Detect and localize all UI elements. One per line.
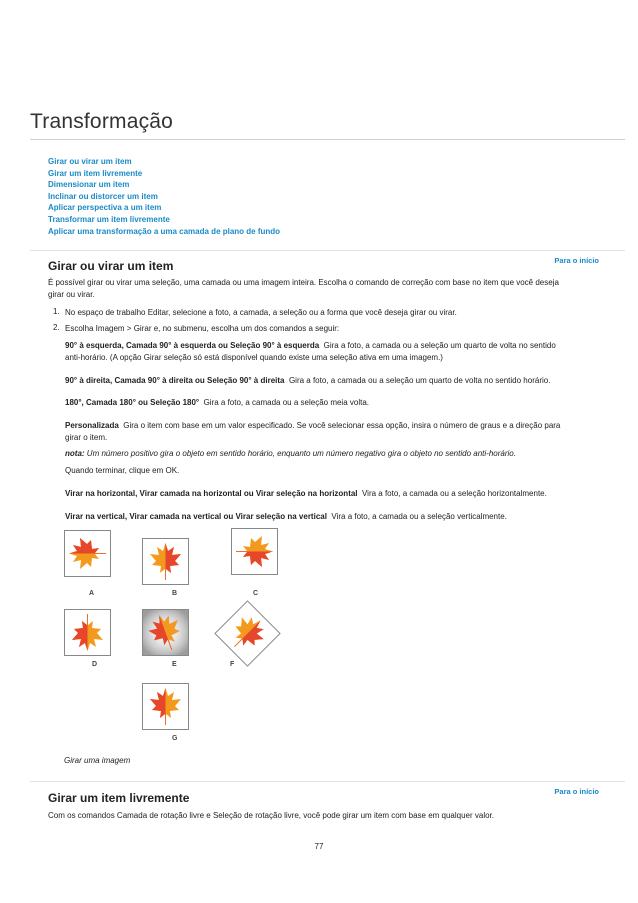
toc-link-dimensionar[interactable]: Dimensionar um item — [48, 180, 130, 190]
option-flip-horizontal — [65, 488, 547, 500]
option-description: girar o item. — [65, 433, 108, 442]
step-text: No espaço de trabalho Editar, selecione a foto, a camada, a seleção ou a forma que você deseja girar ou virar. — [65, 308, 457, 317]
option-description: Gira a foto, a camada ou a seleção meia volta. — [203, 398, 370, 407]
step-number: 1. — [53, 307, 60, 316]
maple-leaf-icon — [143, 539, 188, 584]
step-text: Escolha Imagem > Girar e, no submenu, escolha um dos comandos a seguir: — [65, 324, 340, 333]
maple-leaf-icon — [65, 610, 110, 655]
option-description: Vira a foto, a camada ou a seleção verticalmente. — [331, 512, 507, 521]
back-to-top-link[interactable]: Para o início — [554, 787, 599, 796]
when-done-text: Quando terminar, clique em OK. — [65, 466, 180, 475]
leaf-image-b — [142, 538, 189, 585]
page-number: 77 — [314, 842, 324, 851]
figure-label: C — [253, 590, 259, 597]
leaf-image-a — [64, 530, 111, 577]
option-term: Virar na vertical, Virar camada na vertical ou Virar seleção na vertical — [65, 512, 327, 521]
leaf-image-f — [214, 600, 280, 666]
option-rotate-180 — [65, 397, 369, 409]
option-description: Vira a foto, a camada ou a seleção horizontalmente. — [361, 489, 547, 498]
figure-label: E — [172, 661, 177, 668]
toc-link-inclinar[interactable]: Inclinar ou distorcer um item — [48, 191, 158, 201]
leaf-image-d — [64, 609, 111, 656]
maple-leaf-icon — [143, 610, 188, 655]
option-term: Personalizada — [65, 421, 119, 430]
option-rotate-left — [65, 340, 556, 352]
back-to-top-link[interactable]: Para o início — [554, 256, 599, 265]
toc-link-perspectiva[interactable]: Aplicar perspectiva a um item — [48, 203, 162, 213]
toc-link-girar-ou-virar[interactable]: Girar ou virar um item — [48, 157, 132, 166]
option-description: Gira o item com base em um valor especificado. Se você selecionar essa opção, insira o número de graus e a direção para — [123, 421, 561, 430]
page-title: Transformação — [30, 110, 174, 133]
step-number: 2. — [53, 323, 60, 332]
option-description: Gira a foto, a camada ou a seleção um quarto de volta no sentido horário. — [288, 376, 551, 385]
maple-leaf-icon — [65, 531, 110, 576]
option-description: anti-horário. (A opção Girar seleção só está disponível quando existe uma seleção ativa em uma imagem.) — [65, 353, 443, 362]
leaf-image-g — [142, 683, 189, 730]
section-divider — [30, 250, 625, 251]
option-term: 90° à direita, Camada 90° à direita ou Seleção 90° à direita — [65, 376, 285, 385]
intro-line: girar ou virar. — [48, 290, 95, 299]
figure-label: B — [172, 590, 178, 597]
section-divider — [30, 781, 625, 782]
figure-label: G — [172, 735, 178, 742]
maple-leaf-icon — [216, 602, 280, 666]
toc-link-transformar[interactable]: Transformar um item livremente — [48, 214, 170, 224]
section-title: Girar um item livremente — [48, 791, 190, 805]
note-text: Um número positivo gira o objeto em sentido horário, enquanto um número negativo gira o objeto no sentido anti-horário. — [86, 449, 516, 458]
option-term: Virar na horizontal, Virar camada na horizontal ou Virar seleção na horizontal — [65, 489, 358, 498]
option-flip-vertical — [65, 511, 507, 523]
option-rotate-right — [65, 375, 550, 387]
option-description: Gira a foto, a camada ou a seleção um quarto de volta no sentido — [323, 341, 556, 350]
note — [65, 448, 516, 460]
title-divider — [30, 139, 625, 140]
option-term: 90° à esquerda, Camada 90° à esquerda ou Seleção 90° à esquerda — [65, 341, 320, 350]
table-of-contents — [48, 156, 280, 237]
option-custom — [65, 420, 560, 432]
section-intro: Com os comandos Camada de rotação livre e Seleção de rotação livre, você pode girar um item com base em qualquer valor. — [48, 811, 495, 820]
section-title: Girar ou virar um item — [48, 259, 174, 273]
figure-label: A — [89, 590, 95, 597]
maple-leaf-icon — [143, 684, 188, 729]
leaf-image-c — [231, 528, 278, 575]
toc-link-girar-livremente[interactable]: Girar um item livremente — [48, 168, 143, 178]
figure-label: F — [230, 661, 235, 668]
intro-line: É possível girar ou virar uma seleção, uma camada ou uma imagem inteira. Escolha o comando de correção com base no item que você deseja — [48, 278, 559, 287]
note-label: nota: — [65, 449, 85, 458]
option-term: 180°, Camada 180° ou Seleção 180° — [65, 398, 200, 407]
leaf-image-e — [142, 609, 189, 656]
maple-leaf-icon — [232, 529, 277, 574]
figure-label: D — [92, 661, 98, 668]
toc-link-plano-de-fundo[interactable]: Aplicar uma transformação a uma camada de plano de fundo — [48, 226, 281, 236]
figure-caption: Girar uma imagem — [64, 756, 131, 765]
